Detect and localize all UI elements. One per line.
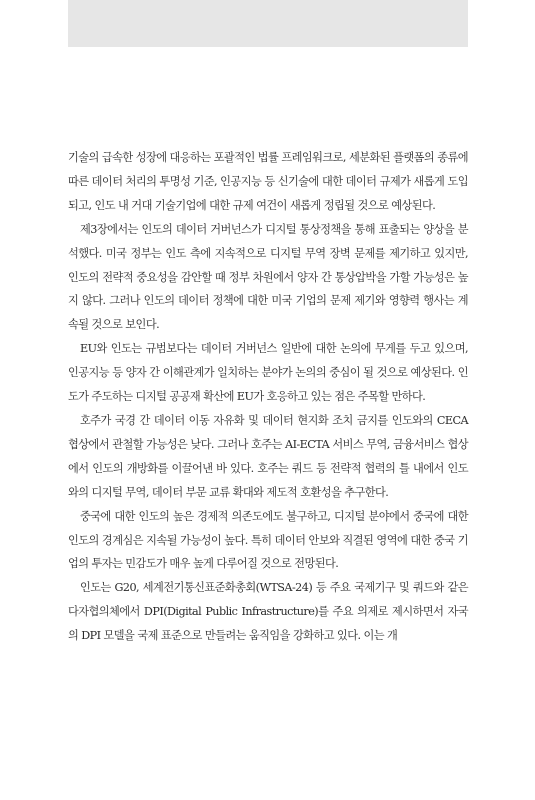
paragraph-4: 호주가 국경 간 데이터 이동 자유화 및 데이터 현지화 조치 금지를 인도와의 CECA 협상에서 관철할 가능성은 낮다. 그러나 호주는 AI-ECTA 서비스 무역, 금융서비스 협상에서 인도의 개방화를 이끌어낸 바 있다. 호주는 쿼드 등 전략적 협력의 틀 내에서 인도와의 디지털 무역, 데이터 부문 교류 확대와 제도적 호환성을 추구한다. — [68, 413, 468, 499]
paragraph-3: EU와 인도는 규범보다는 데이터 거버넌스 일반에 대한 논의에 무게를 두고 있으며, 인공지능 등 양자 간 이해관계가 일치하는 분야가 논의의 중심이 될 것으로 예상된다. 인도가 주도하는 디지털 공공재 확산에 EU가 호응하고 있는 점은 주목할 만하다. — [68, 342, 468, 404]
paragraph-6: 인도는 G20, 세계전기통신표준화총회(WTSA-24) 등 주요 국제기구 및 쿼드와 같은 다자협의체에서 DPI(Digital Public Infrastructure)를 주요 의제로 제시하면서 자국의 DPI 모델을 국제 표준으로 만들려는 움직임을 강화하고 있다. 이는 개 — [68, 581, 468, 643]
paragraph-2: 제3장에서는 인도의 데이터 거버넌스가 디지털 통상정책을 통해 표출되는 양상을 분석했다. 미국 정부는 인도 측에 지속적으로 디지털 무역 장벽 문제를 제기하고 있지만, 인도의 전략적 중요성을 감안할 때 정부 차원에서 양자 간 통상압박을 가할 가능성은 높지 않다. 그러나 인도의 데이터 정책에 대한 미국 기업의 문제 제기와 영향력 행사는 계속될 것으로 보인다. — [68, 222, 468, 332]
body-text — [68, 146, 468, 648]
header-band — [68, 0, 468, 47]
paragraph-5: 중국에 대한 인도의 높은 경제적 의존도에도 불구하고, 디지털 분야에서 중국에 대한 인도의 경계심은 지속될 가능성이 높다. 특히 데이터 안보와 직결된 영역에 대한 중국 기업의 투자는 민감도가 매우 높게 다루어질 것으로 전망된다. — [68, 509, 468, 571]
paragraph-1: 기술의 급속한 성장에 대응하는 포괄적인 법률 프레임워크로, 세분화된 플랫폼의 종류에 따른 데이터 처리의 투명성 기준, 인공지능 등 신기술에 대한 데이터 규제가 새롭게 도입되고, 인도 내 거대 기술기업에 대한 규제 여건이 새롭게 정립될 것으로 예상된다. — [68, 151, 468, 212]
